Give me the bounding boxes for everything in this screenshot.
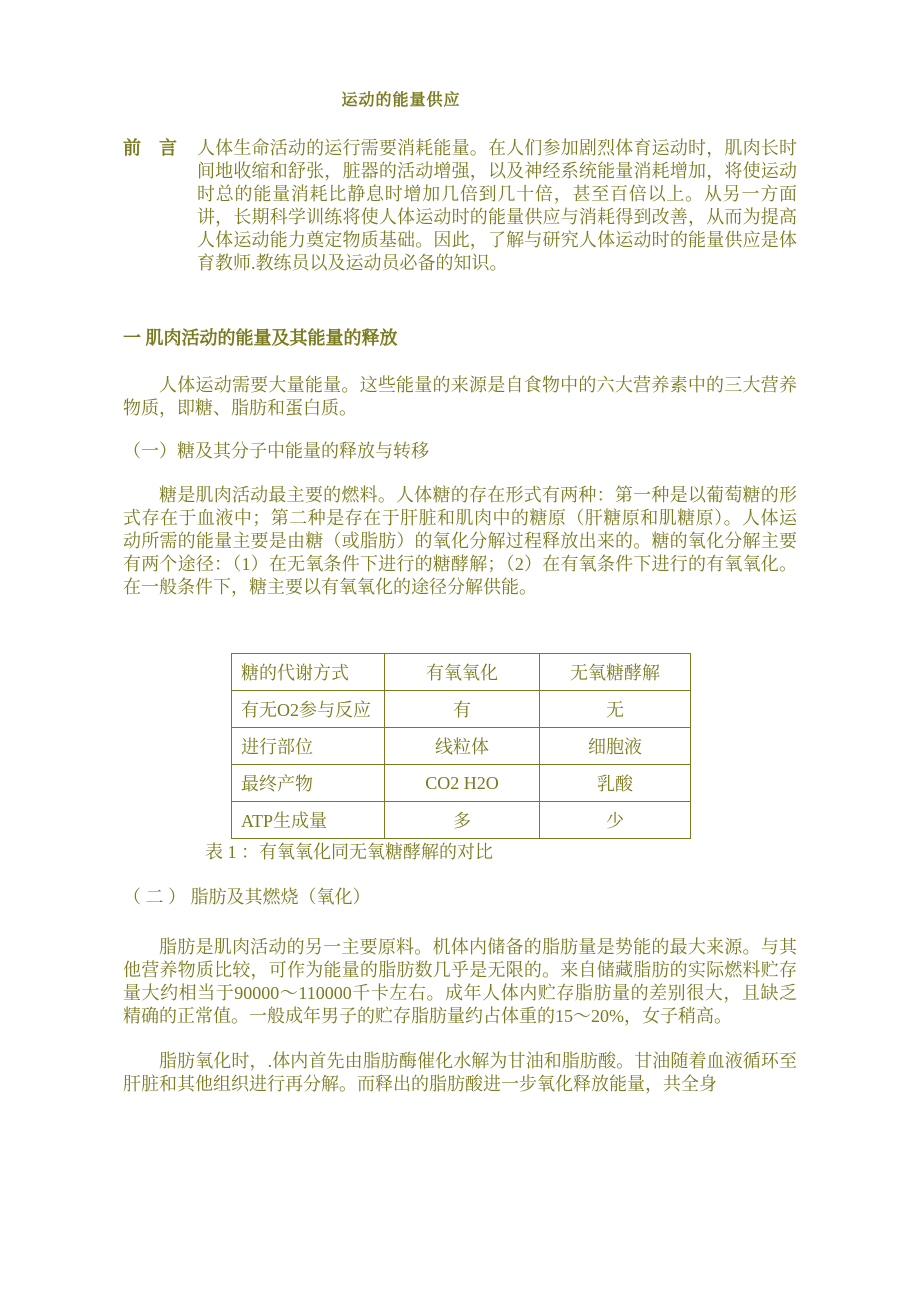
- table-row: [232, 802, 691, 839]
- table-cell: 无: [540, 691, 691, 728]
- table-row: [232, 691, 691, 728]
- table-cell: 少: [540, 802, 691, 839]
- table-header-cell: 无氧糖酵解: [540, 654, 691, 691]
- table-cell: 细胞液: [540, 728, 691, 765]
- glucose-metabolism-table: [231, 653, 691, 839]
- subsection-1-heading: （一）糖及其分子中能量的释放与转移: [123, 441, 429, 461]
- preface-block: [123, 137, 797, 275]
- section-1-intro-paragraph: 人体运动需要大量能量。这些能量的来源是自食物中的六大营养素中的三大营养物质，即糖、脂肪和蛋白质。: [123, 375, 797, 418]
- preface-label: 前 言: [123, 138, 177, 158]
- subsection-2-heading: （ 二 ） 脂肪及其燃烧（氧化）: [123, 887, 371, 907]
- table-header-cell: 糖的代谢方式: [232, 654, 385, 691]
- table-row: [232, 765, 691, 802]
- preface-text: 人体生命活动的运行需要消耗能量。在人们参加剧烈体育运动时，肌肉长时间地收缩和舒张，脏器的活动增强，以及神经系统能量消耗增加，将使运动时总的能量消耗比静息时增加几倍到几十倍，甚至百倍以上。从另一方面讲，长期科学训练将使人体运动时的能量供应与消耗得到改善，从而为提高人体运动能力奠定物质基础。因此，了解与研究人体运动时的能量供应是体育教师.教练员以及运动员必备的知识。: [197, 138, 797, 273]
- page-title: 运动的能量供应: [341, 92, 461, 109]
- subsection-2-paragraph-1: 脂肪是肌肉活动的另一主要原料。机体内储备的脂肪量是势能的最大来源。与其他营养物质比较，可作为能量的脂肪数几乎是无限的。来自储藏脂肪的实际燃料贮存量大约相当于90000～110000千卡左右。成年人体内贮存脂肪量的差别很大，且缺乏精确的正常值。一般成年男子的贮存脂肪量约占体重的15～20%，女子稍高。: [123, 937, 797, 1026]
- table-cell: 有: [385, 691, 540, 728]
- table-cell: 多: [385, 802, 540, 839]
- table-cell: 有无O2参与反应: [232, 691, 385, 728]
- subsection-2-paragraph-2: 脂肪氧化时，.体内首先由脂肪酶催化水解为甘油和脂肪酸。甘油随着血液循环至肝脏和其他组织进行再分解。而释出的脂肪酸进一步氧化释放能量，共全身: [123, 1051, 797, 1094]
- table-cell: CO2 H2O: [385, 765, 540, 802]
- table-row: [232, 654, 691, 691]
- table-cell: 进行部位: [232, 728, 385, 765]
- table-cell: ATP生成量: [232, 802, 385, 839]
- table-cell: 乳酸: [540, 765, 691, 802]
- table-cell: 最终产物: [232, 765, 385, 802]
- table-header-cell: 有氧氧化: [385, 654, 540, 691]
- subsection-1-paragraph: 糖是肌肉活动最主要的燃料。人体糖的存在形式有两种：第一种是以葡萄糖的形式存在于血液中；第二种是存在于肝脏和肌肉中的糖原（肝糖原和肌糖原）。人体运动所需的能量主要是由糖（或脂肪）的氧化分解过程释放出来的。糖的氧化分解主要有两个途径：（1）在无氧条件下进行的糖酵解；（2）在有氧条件下进行的有氧氧化。在一般条件下，糖主要以有氧氧化的途径分解供能。: [123, 485, 797, 597]
- table-row: [232, 728, 691, 765]
- table-cell: 线粒体: [385, 728, 540, 765]
- table-caption: 表 1 ：有氧氧化同无氧糖酵解的对比: [205, 842, 493, 862]
- section-1-heading: 一 肌肉活动的能量及其能量的释放: [123, 328, 398, 348]
